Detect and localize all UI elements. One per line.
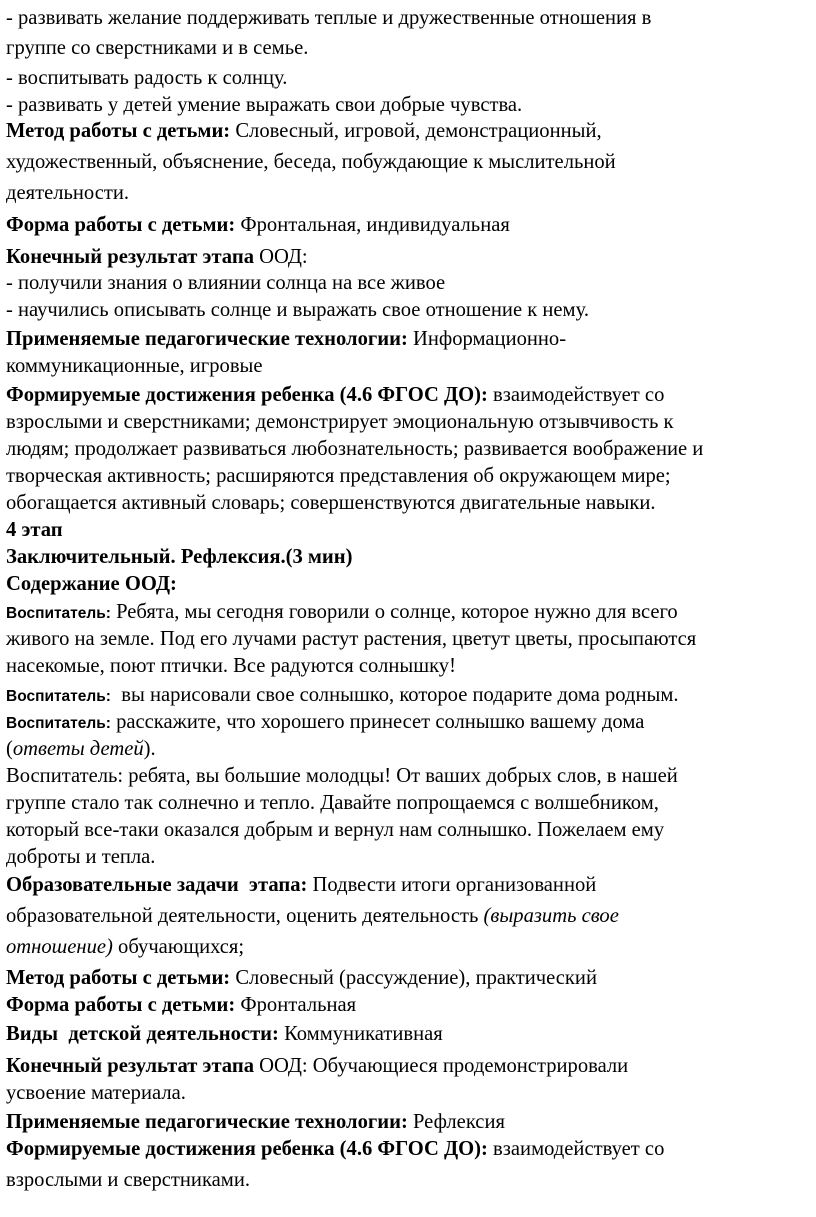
- teacher-speech-4: Воспитатель: ребята, вы большие молодцы! От ваших добрых слов, в нашей: [6, 765, 678, 787]
- goal-line-2: - воспитывать радость к солнцу.: [6, 67, 288, 89]
- children-answers: ответы детей: [12, 738, 144, 760]
- speaker-label: Воспитатель:: [6, 605, 111, 622]
- technologies-heading: Применяемые педагогические технологии:: [6, 1111, 408, 1133]
- achievements-line-2-cont: взрослыми и сверстниками.: [6, 1169, 250, 1191]
- work-method-line-cont: художественный, объяснение, беседа, побуждающие к мыслительной: [6, 151, 616, 173]
- teacher-speech-1: Воспитатель: Ребята, мы сегодня говорили о солнце, которое нужно для всего: [6, 601, 678, 623]
- result-line-2: Конечный результат этапа ООД: Обучающиеся продемонстрировали: [6, 1055, 629, 1077]
- result-line: Конечный результат этапа ООД:: [6, 246, 308, 268]
- achievements-line: Формируемые достижения ребенка (4.6 ФГОС ДО): взаимодействует со: [6, 384, 665, 406]
- stage-number: 4 этап: [6, 519, 63, 541]
- achievements-heading: Формируемые достижения ребенка (4.6 ФГОС ДО):: [6, 384, 488, 406]
- edu-tasks-line-cont2: отношение) обучающихся;: [6, 936, 245, 958]
- stage-title: Заключительный. Рефлексия.(3 мин): [6, 546, 353, 568]
- work-form-heading: Форма работы с детьми:: [6, 214, 236, 236]
- work-method-line: Метод работы с детьми: Словесный, игровой, демонстрационный,: [6, 120, 602, 142]
- goal-line-3: - развивать у детей умение выражать свои добрые чувства.: [6, 94, 523, 116]
- activity-types-line: Виды детской деятельности: Коммуникативная: [6, 1023, 443, 1045]
- achievements-line-4: творческая активность; расширяются представления об окружающем мире;: [6, 465, 671, 487]
- goal-line-1-cont: группе со сверстниками и в семье.: [6, 37, 309, 59]
- teacher-speech-1-cont2: насекомые, поют птички. Все радуются солнышку!: [6, 655, 456, 677]
- work-method-heading: Метод работы с детьми:: [6, 120, 231, 142]
- teacher-speech-3: Воспитатель: расскажите, что хорошего принесет солнышко вашему дома: [6, 711, 645, 733]
- work-method-line-cont2: деятельности.: [6, 182, 130, 204]
- result-heading: Конечный результат этапа: [6, 1055, 254, 1077]
- speaker-label: Воспитатель:: [6, 715, 111, 732]
- teacher-speech-2: Воспитатель: вы нарисовали свое солнышко, которое подарите дома родным.: [6, 684, 679, 706]
- activity-types-heading: Виды детской деятельности:: [6, 1023, 279, 1045]
- achievements-line-2-head: Формируемые достижения ребенка (4.6 ФГОС ДО): взаимодействует со: [6, 1138, 665, 1160]
- technologies-line-cont: коммуникационные, игровые: [6, 355, 263, 377]
- work-form-line-2: Форма работы с детьми: Фронтальная: [6, 994, 357, 1016]
- teacher-speech-4-cont: группе стало так солнечно и тепло. Давайте попрощаемся с волшебником,: [6, 792, 659, 814]
- achievements-line-2: взрослыми и сверстниками; демонстрирует эмоциональную отзывчивость к: [6, 411, 674, 433]
- work-form-line: Форма работы с детьми: Фронтальная, индивидуальная: [6, 214, 510, 236]
- speaker-label: Воспитатель:: [6, 688, 111, 705]
- work-method-heading: Метод работы с детьми:: [6, 967, 231, 989]
- work-method-line-2: Метод работы с детьми: Словесный (рассуждение), практический: [6, 967, 597, 989]
- edu-tasks-line-cont: образовательной деятельности, оценить деятельность (выразить свое: [6, 905, 619, 927]
- teacher-speech-4-cont3: доброты и тепла.: [6, 846, 156, 868]
- technologies-line-2: Применяемые педагогические технологии: Рефлексия: [6, 1111, 505, 1133]
- result-line-2-cont: усвоение материала.: [6, 1082, 186, 1104]
- edu-tasks-line: Образовательные задачи этапа: Подвести итоги организованной: [6, 874, 597, 896]
- result-item-2: - научились описывать солнце и выражать свое отношение к нему.: [6, 299, 589, 321]
- work-form-heading: Форма работы с детьми:: [6, 994, 236, 1016]
- achievements-line-5: обогащается активный словарь; совершенствуются двигательные навыки.: [6, 492, 656, 514]
- teacher-speech-4-cont2: который все-таки оказался добрым и вернул нам солнышко. Пожелаем ему: [6, 819, 665, 841]
- result-item-1: - получили знания о влиянии солнца на все живое: [6, 272, 446, 294]
- teacher-speech-3-cont: (ответы детей).: [6, 738, 156, 760]
- teacher-speech-1-cont: живого на земле. Под его лучами растут растения, цветут цветы, просыпаются: [6, 628, 697, 650]
- content-heading: Содержание ООД:: [6, 573, 177, 595]
- achievements-heading: Формируемые достижения ребенка (4.6 ФГОС ДО):: [6, 1138, 488, 1160]
- technologies-line: Применяемые педагогические технологии: Информационно-: [6, 328, 567, 350]
- technologies-heading: Применяемые педагогические технологии:: [6, 328, 408, 350]
- edu-tasks-heading: Образовательные задачи этапа:: [6, 874, 308, 896]
- achievements-line-3: людям; продолжает развиваться любознательность; развивается воображение и: [6, 438, 704, 460]
- result-heading: Конечный результат этапа: [6, 246, 254, 268]
- goal-line-1: - развивать желание поддерживать теплые и дружественные отношения в: [6, 7, 652, 29]
